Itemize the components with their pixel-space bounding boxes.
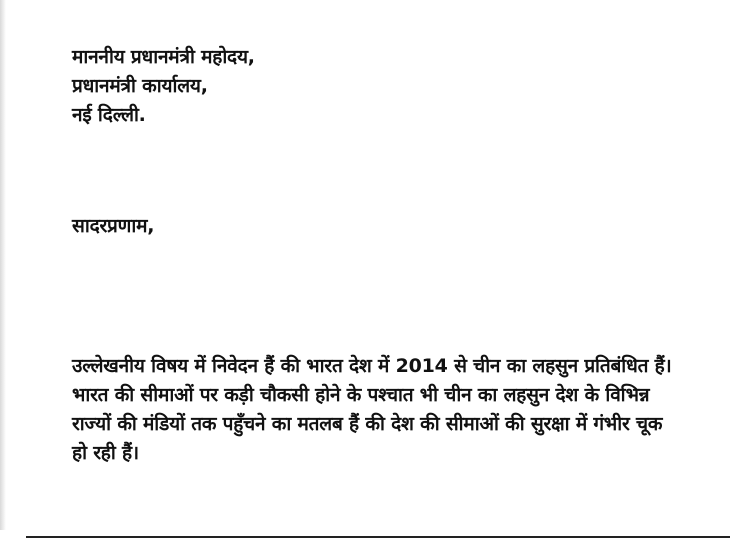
recipient-address (72, 43, 255, 130)
footer-divider (26, 536, 730, 538)
paragraph: भारत की सीमाओं पर कड़ी चौकसी होने के पश्चात भी चीन का लहसुन देश के विभिन्न राज्यों की मंडियों तक पहुँचने का मतलब हैं की देश की सीमाओं की सुरक्षा में गंभीर चूक हो रही हैं। (72, 384, 663, 464)
letter-content (72, 352, 672, 468)
paragraph: उल्लेखनीय विषय में निवेदन हैं की भारत देश में 2014 से चीन का लहसुन प्रतिबंधित हैं। (72, 355, 672, 377)
address-line: नई दिल्ली. (72, 104, 146, 126)
address-line: माननीय प्रधानमंत्री महोदय, (72, 46, 255, 68)
page-edge-shadow (0, 0, 6, 530)
address-line: प्रधानमंत्री कार्यालय, (72, 75, 208, 97)
salutation: सादरप्रणाम, (72, 215, 155, 237)
cut-off-text-fragment (290, 541, 510, 548)
